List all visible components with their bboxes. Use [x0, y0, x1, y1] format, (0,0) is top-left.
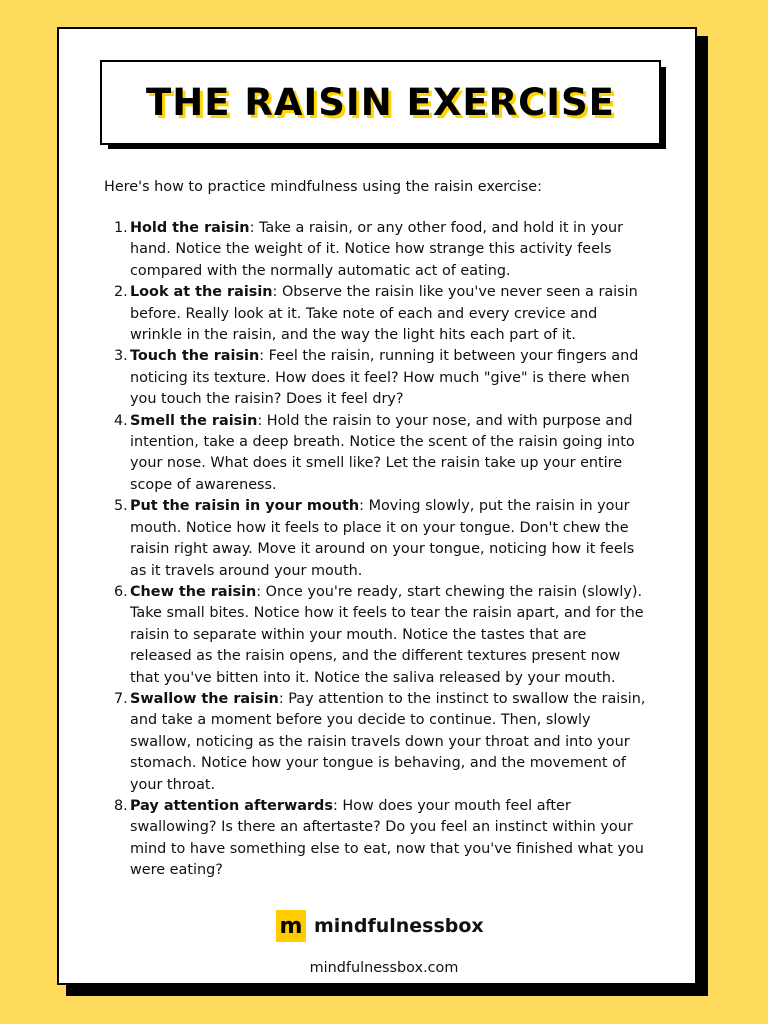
step-text: : How does your mouth feel after swallowing? Is there an aftertaste? Do you feel an instinct within your mind to have something else to eat, now that you've finished what you were eating?	[130, 797, 644, 879]
step-heading: Smell the raisin	[130, 412, 258, 429]
step-item	[104, 346, 652, 410]
step-heading: Swallow the raisin	[130, 690, 279, 707]
step-heading: Look at the raisin	[130, 284, 273, 301]
step-number: 4.	[114, 412, 128, 429]
step-item	[104, 496, 652, 582]
step-item	[104, 411, 652, 497]
logo-mark-icon: m	[276, 910, 306, 942]
step-number: 2.	[114, 284, 128, 301]
step-text: : Once you're ready, start chewing the raisin (slowly). Take small bites. Notice how it feels to tear the raisin apart, and for the raisin to separate within your mouth. Notice the tastes that are released as the raisin opens, and the different textures present now that you've bitten into it. Notice the saliva released by your mouth.	[130, 583, 644, 686]
step-heading: Pay attention afterwards	[130, 797, 333, 814]
step-heading: Put the raisin in your mouth	[130, 498, 360, 515]
title-box	[100, 60, 661, 145]
logo-wordmark: mindfulnessbox	[314, 915, 484, 937]
step-text: : Hold the raisin to your nose, and with purpose and intention, take a deep breath. Notice the scent of the raisin going into your nose. What does it smell like? Let the raisin take up your entire scope of awareness.	[130, 412, 635, 493]
step-text: : Observe the raisin like you've never seen a raisin before. Really look at it. Take note of each and every crevice and wrinkle in the raisin, and the way the light hits each part of it.	[130, 284, 638, 344]
step-heading: Chew the raisin	[130, 583, 257, 600]
step-text: : Feel the raisin, running it between your fingers and noticing its texture. How does it feel? How much "give" is there when you touch the raisin? Does it feel dry?	[130, 348, 639, 408]
brand-logo	[276, 910, 484, 942]
steps-list	[104, 218, 652, 882]
step-item	[104, 796, 652, 882]
step-number: 6.	[114, 583, 128, 600]
intro-text: Here's how to practice mindfulness using the raisin exercise:	[104, 179, 543, 195]
step-item	[104, 218, 652, 282]
step-text: : Take a raisin, or any other food, and hold it in your hand. Notice the weight of it. Notice how strange this activity feels compared with the normally automatic act of eating.	[130, 220, 624, 279]
step-heading: Hold the raisin	[130, 220, 250, 236]
step-item	[104, 689, 652, 796]
step-text: : Moving slowly, put the raisin in your mouth. Notice how it feels to place it on your tongue. Don't chew the raisin right away. Move it around on your tongue, noticing how it feels as it travels around your mouth.	[130, 498, 635, 579]
page-title: THE RAISIN EXERCISE	[146, 81, 615, 124]
step-number: 8.	[114, 797, 128, 814]
step-number: 5.	[114, 498, 128, 515]
step-item	[104, 282, 652, 346]
step-number: 3.	[114, 348, 128, 365]
footer-url: mindfulnessbox.com	[309, 960, 459, 976]
step-heading: Touch the raisin	[130, 348, 260, 365]
step-number: 7.	[114, 690, 128, 707]
step-text: : Pay attention to the instinct to swallow the raisin, and take a moment before you decide to continue. Then, slowly swallow, noticing as the raisin travels down your throat and into your stomach. Notice how your tongue is behaving, and the movement of your throat.	[130, 690, 646, 793]
step-item	[104, 582, 652, 689]
step-number: 1.	[114, 220, 128, 236]
